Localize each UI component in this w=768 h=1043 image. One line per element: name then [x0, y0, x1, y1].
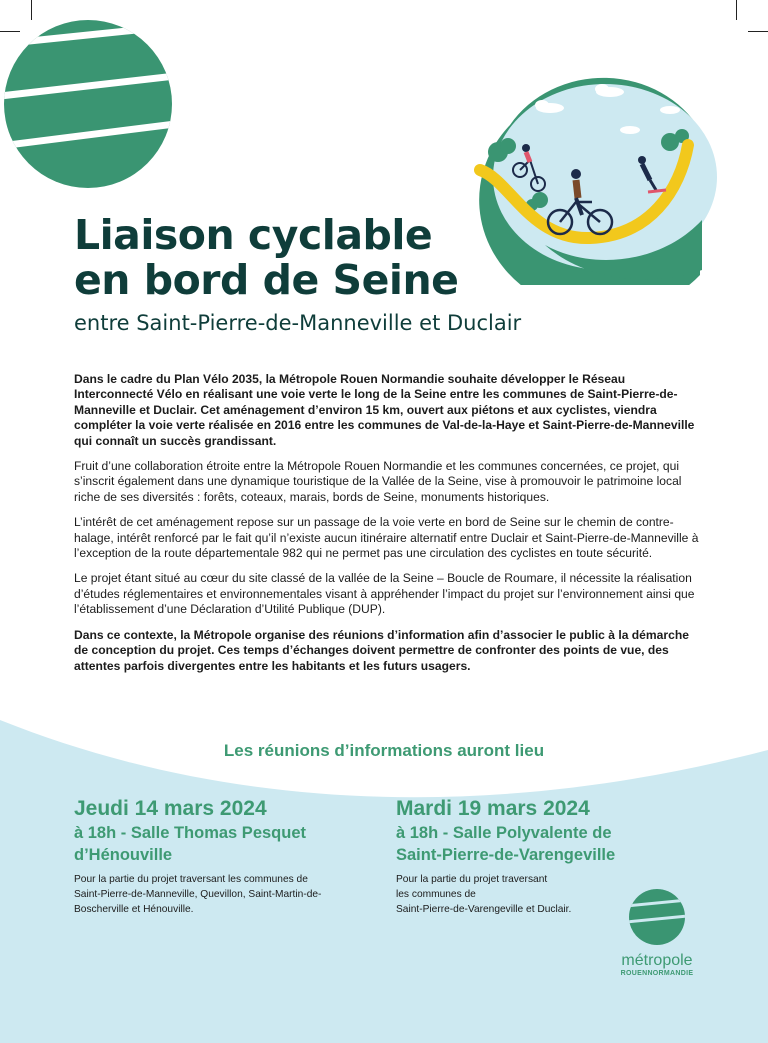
meetings-heading: Les réunions d’informations auront lieu — [223, 741, 545, 760]
event-place: à 18h - Salle Thomas Pesquet — [74, 824, 306, 842]
metropole-logo-icon — [626, 888, 688, 946]
event-place: à 18h - Salle Polyvalente de — [396, 824, 612, 842]
paragraph: Le projet étant situé au cœur du site classé de la vallée de la Seine – Boucle de Roumare, il nécessite la réalisation d’études réglementaires et environnementales visant à appréhender l’impact du projet sur l’environnement ainsi que l’établissement d’une Déclaration d’Utilité Publique (DUP). — [74, 571, 695, 617]
title-block — [74, 213, 714, 337]
logo-subtitle: ROUENNORMANDIE — [620, 970, 694, 977]
event-description-line: Pour la partie du projet traversant les communes de — [74, 874, 308, 885]
event-description-line: Boscherville et Hénouville. — [74, 904, 194, 915]
body-text — [74, 372, 706, 684]
page-title-line2: en bord de Seine — [74, 256, 459, 304]
event-description-line: Saint-Pierre-de-Manneville, Quevillon, Saint-Martin-de- — [74, 889, 322, 900]
page-title-line1: Liaison cyclable — [74, 211, 433, 259]
event-description-line: Saint-Pierre-de-Varengeville et Duclair. — [396, 904, 572, 915]
event-description-line: Pour la partie du projet traversant — [396, 874, 548, 885]
page-subtitle: entre Saint-Pierre-de-Manneville et Duclair — [74, 311, 522, 335]
striped-circle-logo-icon — [0, 0, 175, 200]
paragraph: L’intérêt de cet aménagement repose sur un passage de la voie verte en bord de Seine sur le chemin de contre-halage, intérêt renforcé par le fait qu’il n’existe aucun itinéraire alternatif entre Duclair et Saint-Pierre-de-Manneville à l’exception de la route départementale 982 qui ne permet pas une circulation des cyclistes en toute sécurité. — [74, 515, 699, 561]
crop-mark — [736, 0, 737, 20]
event-place: d’Hénouville — [74, 846, 173, 864]
event-place: Saint-Pierre-de-Varengeville — [396, 846, 616, 864]
event-date: Jeudi 14 mars 2024 — [74, 797, 267, 820]
logo-name: métropole — [621, 952, 693, 969]
metropole-logo — [612, 888, 702, 977]
closing-paragraph: Dans ce contexte, la Métropole organise des réunions d’information afin d’associer le public à la démarche de conception du projet. Ces temps d’échanges doivent permettre de confronter des points de vue, des attentes parfois divergentes entre les habitants et les futurs usagers. — [74, 627, 689, 673]
event-description-line: les communes de — [396, 889, 476, 900]
crop-mark — [748, 31, 768, 32]
intro-paragraph: Dans le cadre du Plan Vélo 2035, la Métropole Rouen Normandie souhaite développer le Réseau Interconnecté Vélo en réalisant une voie verte le long de la Seine entre les communes de Saint-Pierre-de-Manneville et Duclair. Cet aménagement d’environ 15 km, ouvert aux piétons et aux cyclistes, viendra compléter la voie verte réalisée en 2016 entre les communes de Val-de-la-Haye et Saint-Pierre-de-Manneville qui connaît un succès grandissant. — [74, 372, 695, 448]
event-1 — [74, 796, 374, 917]
event-date: Mardi 19 mars 2024 — [396, 797, 590, 820]
event-description — [74, 872, 374, 917]
paragraph: Fruit d’une collaboration étroite entre la Métropole Rouen Normandie et les communes concernées, ce projet, qui s’inscrit également dans une dynamique touristique de la Vallée de la Seine, vise à promouvoir le patrimoine local riche de ses diversités : forêts, coteaux, marais, bords de Seine, monuments historiques. — [74, 459, 682, 504]
